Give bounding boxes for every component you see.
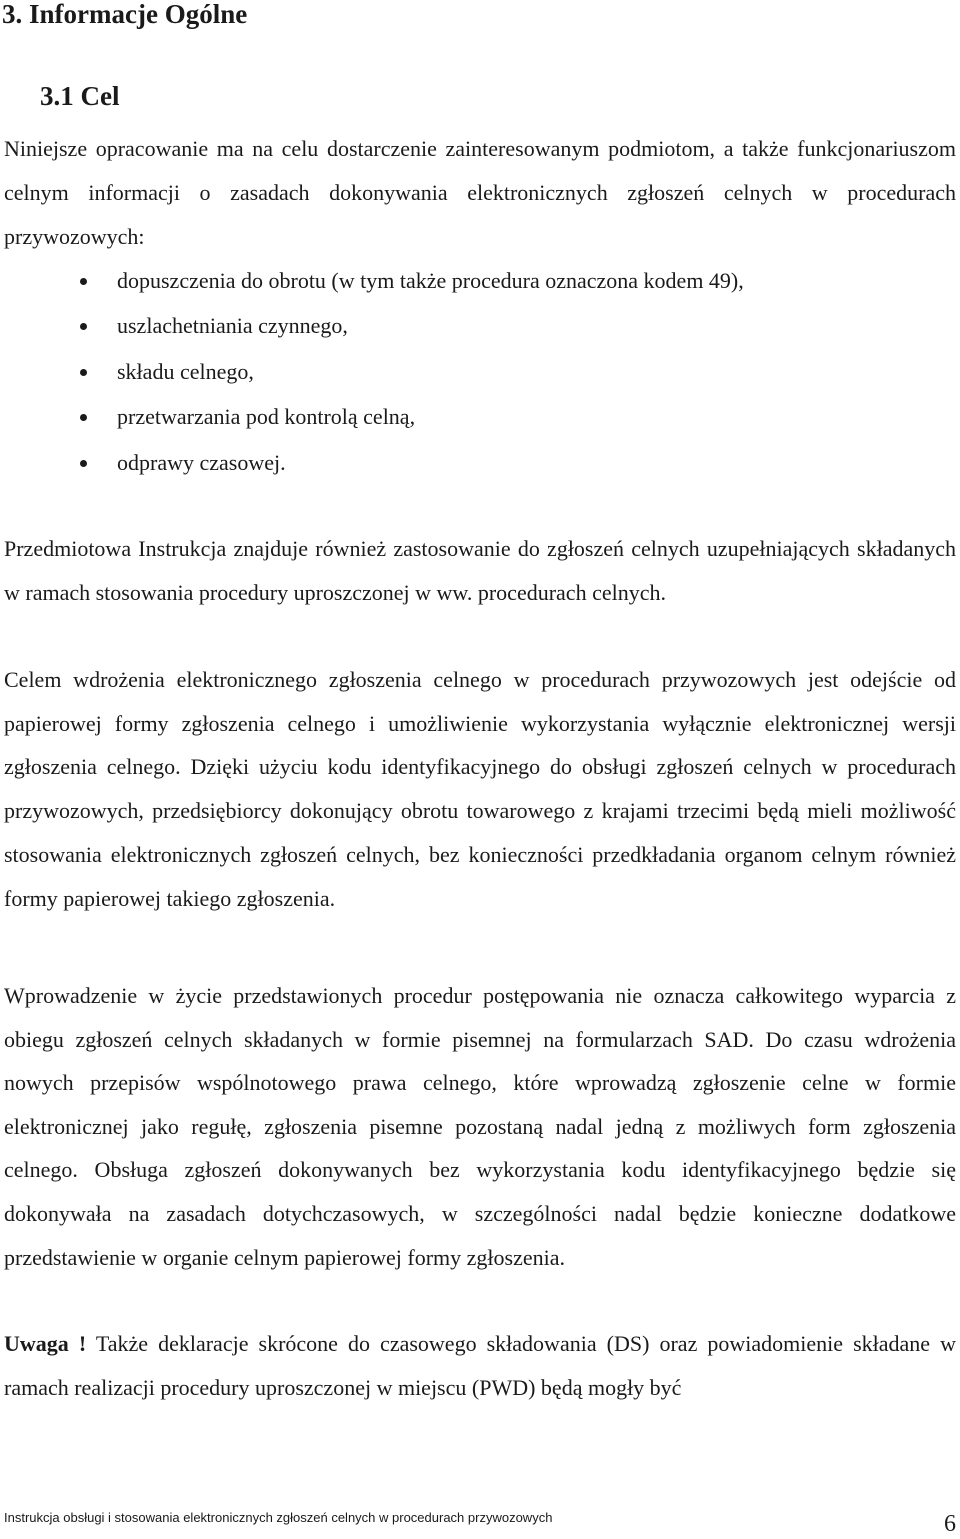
list-item-text: składu celnego, [117,358,254,384]
bullet-icon [80,323,87,330]
bullet-icon [80,414,87,421]
goal-paragraph: Celem wdrożenia elektronicznego zgłoszenia celnego w procedurach przywozowych jest odejście od papierowej formy zgłoszenia celnego i umożliwienie wykorzystania wyłącznie elektronicznej wersji zgłoszenia celnego. Dzięki użyciu kodu identyfikacyjnego do obsługi zgłoszeń celnych w procedurach przywozowych, przedsiębiorcy dokonujący obrotu towarowego z krajami trzecimi będą mieli możliwość stosowania elektronicznych zgłoszeń celnych, bez konieczności przedkładania organom celnym również formy papierowej takiego zgłoszenia. [4,667,956,911]
note-text: Także deklaracje skrócone do czasowego składowania (DS) oraz powiadomienie składane w ramach realizacji procedury uproszczonej w miejscu (PWD) będą mogły być [4,1331,956,1400]
list-item-text: dopuszczenia do obrotu (w tym także procedura oznaczona kodem 49), [117,268,744,293]
list-item [0,258,744,303]
procedure-list [0,258,744,485]
list-item [0,394,744,439]
bullet-icon [80,460,87,467]
page-footer: Instrukcja obsługi i stosowania elektronicznych zgłoszeń celnych w procedurach przywozowych [4,1510,553,1525]
list-item [0,303,744,348]
subsection-heading: 3.1 Cel [40,81,120,111]
list-item-text: odprawy czasowej. [117,449,286,475]
section-heading: 3. Informacje Ogólne [2,0,248,29]
bullet-icon [80,369,87,376]
page-number: 6 [944,1511,956,1537]
bullet-icon [80,278,87,285]
implementation-paragraph: Wprowadzenie w życie przedstawionych procedur postępowania nie oznacza całkowitego wyparcia z obiegu zgłoszeń celnych składanych w formie pisemnej na formularzach SAD. Do czasu wdrożenia nowych przepisów wspólnotowego prawa celnego, które wprowadzą zgłoszenie celne w formie elektronicznej jako regułę, zgłoszenia pisemne pozostaną nadal jedną z możliwych form zgłoszenia celnego. Obsługa zgłoszeń dokonywanych bez wykorzystania kodu identyfikacyjnego będzie się dokonywała na zasadach dotychczasowych, w szczególności nadal będzie konieczne dodatkowe przedstawienie w organie celnym papierowej formy zgłoszenia. [4,983,956,1270]
list-item-text: przetwarzania pod kontrolą celną, [117,404,416,430]
instruction-scope-paragraph: Przedmiotowa Instrukcja znajduje również zastosowanie do zgłoszeń celnych uzupełniających składanych w ramach stosowania procedury uproszczonej w ww. procedurach celnych. [4,536,956,605]
list-item-text: uszlachetniania czynnego, [117,313,348,339]
note-paragraph [4,1322,956,1409]
intro-paragraph: Niniejsze opracowanie ma na celu dostarczenie zainteresowanym podmiotom, a także funkcjonariuszom celnym informacji o zasadach dokonywania elektronicznych zgłoszeń celnych w procedurach przywozowych: [4,136,956,249]
note-label: Uwaga ! [4,1331,87,1356]
list-item [0,440,744,485]
list-item [0,349,744,394]
